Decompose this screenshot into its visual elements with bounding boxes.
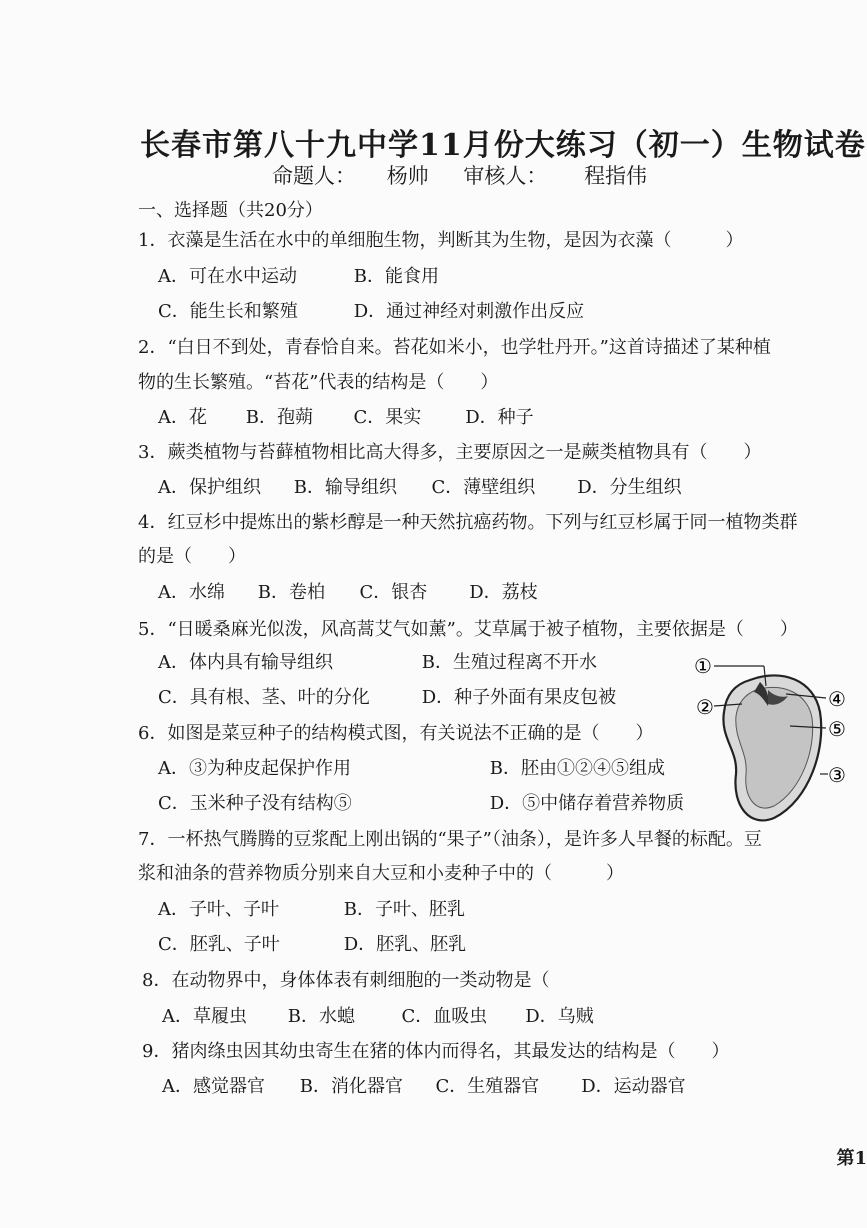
bean-seed-diagram — [690, 650, 860, 830]
q2-option-d: D．种子 — [465, 407, 534, 428]
question-6-options-row1 — [158, 758, 665, 780]
q7-option-c: C．胚乳、子叶 — [158, 934, 280, 955]
question-5-stem: 5．“日暖桑麻光似泼，风高蒿艾气如薰”。艾草属于被子植物，主要依据是（ ） — [138, 619, 798, 640]
q3-option-c: C．薄壁组织 — [431, 477, 536, 498]
q3-option-d: D．分生组织 — [577, 477, 682, 498]
label-2: ② — [696, 695, 714, 719]
question-1-stem: 1．衣藻是生活在水中的单细胞生物，判断其为生物，是因为衣藻（ ） — [138, 230, 744, 251]
label-1: ① — [694, 654, 712, 678]
question-7-stem-line1: 7．一杯热气腾腾的豆浆配上刚出锅的“果子”（油条），是许多人早餐的标配。豆 — [138, 829, 762, 850]
label-5: ⑤ — [828, 717, 846, 741]
q1-option-b: B．能食用 — [353, 266, 439, 287]
reviewer-label: 审核人： — [463, 164, 548, 188]
question-7-options-row1 — [158, 899, 465, 921]
q4-option-d: D．荔枝 — [469, 582, 538, 603]
q6-option-d: D．⑤中储存着营养物质 — [489, 793, 685, 814]
question-7-options-row2 — [158, 934, 466, 956]
q6-option-c: C．玉米种子没有结构⑤ — [158, 793, 352, 814]
q6-option-b: B．胚由①②④⑤组成 — [489, 758, 665, 779]
q2-option-c: C．果实 — [353, 407, 422, 428]
page-number: 第1 — [836, 1148, 867, 1169]
q1-option-a: A．可在水中运动 — [158, 266, 297, 287]
q5-option-c: C．具有根、茎、叶的分化 — [158, 687, 370, 708]
label-4: ④ — [828, 687, 846, 711]
question-3-stem: 3．蕨类植物与苔藓植物相比高大得多，主要原因之一是蕨类植物具有（ ） — [138, 442, 762, 463]
question-2-stem-line2: 物的生长繁殖。“苔花”代表的结构是（ ） — [138, 372, 499, 393]
question-8-stem: 8．在动物界中，身体体表有刺细胞的一类动物是（ — [142, 970, 550, 991]
reviewer-name: 程指伟 — [584, 164, 648, 188]
question-6-stem: 6．如图是菜豆种子的结构模式图，有关说法不正确的是（ ） — [138, 723, 654, 744]
q4-option-a: A．水绵 — [158, 582, 225, 603]
q9-option-c: C．生殖器官 — [435, 1076, 540, 1097]
q7-option-b: B．子叶、胚乳 — [343, 899, 465, 920]
question-2-options — [158, 407, 534, 429]
q5-option-b: B．生殖过程离不开水 — [421, 652, 597, 673]
q7-option-d: D．胚乳、胚乳 — [343, 934, 467, 955]
question-3-options — [158, 477, 682, 499]
q9-option-b: B．消化器官 — [299, 1076, 403, 1097]
q1-option-d: D．通过神经对刺激作出反应 — [353, 301, 585, 322]
q2-option-b: B．孢蒴 — [245, 407, 313, 428]
question-4-options — [158, 582, 538, 604]
q8-option-b: B．水螅 — [287, 1006, 355, 1027]
setter-label: 命题人： — [272, 164, 356, 188]
q7-option-a: A．子叶、子叶 — [158, 899, 279, 920]
q5-option-d: D．种子外面有果皮包被 — [421, 687, 617, 708]
q3-option-a: A．保护组织 — [158, 477, 261, 498]
q9-option-d: D．运动器官 — [581, 1076, 686, 1097]
question-1-options-row2 — [158, 301, 584, 323]
q5-option-a: A．体内具有输导组织 — [158, 652, 333, 673]
question-5-options-row2 — [158, 687, 616, 709]
q8-option-a: A．草履虫 — [162, 1006, 247, 1027]
exam-title: 长春市第八十九中学11月份大练习（初一）生物试卷 — [140, 128, 866, 163]
q1-option-c: C．能生长和繁殖 — [158, 301, 298, 322]
q2-option-a: A．花 — [158, 407, 207, 428]
question-9-options — [162, 1076, 686, 1098]
setter-name: 杨帅 — [386, 164, 429, 188]
section-heading: 一、选择题（共20分） — [138, 200, 323, 221]
question-7-stem-line2: 浆和油条的营养物质分别来自大豆和小麦种子中的（ ） — [138, 863, 624, 884]
question-6-options-row2 — [158, 793, 684, 815]
q8-option-d: D．乌贼 — [525, 1006, 594, 1027]
question-8-options — [162, 1006, 594, 1028]
q4-option-b: B．卷柏 — [257, 582, 325, 603]
authors-line — [272, 160, 647, 190]
q9-option-a: A．感觉器官 — [162, 1076, 265, 1097]
q3-option-b: B．输导组织 — [293, 477, 397, 498]
question-9-stem: 9．猪肉绦虫因其幼虫寄生在猪的体内而得名，其最发达的结构是（ ） — [142, 1041, 730, 1062]
q8-option-c: C．血吸虫 — [401, 1006, 488, 1027]
question-1-options-row1 — [158, 266, 439, 288]
question-4-stem-line2: 的是（ ） — [138, 546, 246, 567]
q4-option-c: C．银杏 — [359, 582, 428, 603]
question-2-stem-line1: 2．“白日不到处，青春恰自来。苔花如米小，也学牡丹开。”这首诗描述了某种植 — [138, 337, 771, 358]
q6-option-a: A．③为种皮起保护作用 — [158, 758, 351, 779]
question-5-options-row1 — [158, 652, 597, 674]
question-4-stem-line1: 4．红豆杉中提炼出的紫杉醇是一种天然抗癌药物。下列与红豆杉属于同一植物类群 — [138, 512, 798, 533]
label-3: ③ — [828, 763, 846, 787]
